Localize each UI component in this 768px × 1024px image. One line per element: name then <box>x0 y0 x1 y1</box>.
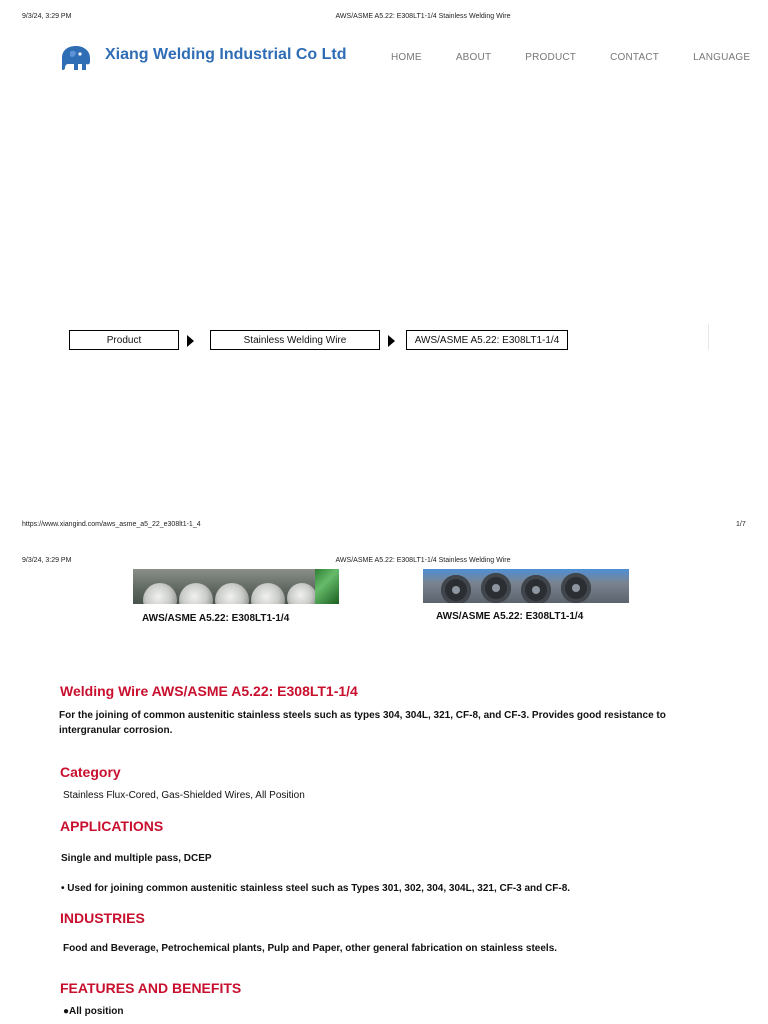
divider <box>708 324 709 350</box>
elephant-icon[interactable] <box>56 44 92 72</box>
intro-text: For the joining of common austenitic stainless steels such as types 304, 304L, 321, CF-8, and CF-3. Provides good resistance to intergranular corrosion. <box>59 710 666 736</box>
feature-item: ●All position <box>63 1006 124 1017</box>
nav-product[interactable]: PRODUCT <box>525 52 577 63</box>
brand-name[interactable]: Xiang Welding Industrial Co Ltd <box>105 46 347 63</box>
industries-text: Food and Beverage, Petrochemical plants, Pulp and Paper, other general fabrication on stainless steels. <box>63 943 558 954</box>
chevron-right-icon <box>388 335 395 347</box>
applications-line: • Used for joining common austenitic stainless steel such as Types 301, 302, 304, 304L, 321, CF-3 and CF-8. <box>61 883 571 894</box>
nav-about[interactable]: ABOUT <box>455 52 492 63</box>
product-photo-spools[interactable] <box>133 569 339 604</box>
category-heading: Category <box>60 764 121 780</box>
category-text: Stainless Flux-Cored, Gas-Shielded Wires, All Position <box>63 790 305 801</box>
washer-image <box>481 573 511 603</box>
main-heading: Welding Wire AWS/ASME A5.22: E308LT1-1/4 <box>60 683 358 699</box>
spool-image <box>143 583 177 604</box>
spool-image <box>179 583 213 604</box>
print-datetime: 9/3/24, 3:29 PM <box>22 13 72 20</box>
nav-contact[interactable]: CONTACT <box>610 52 660 63</box>
print-datetime: 9/3/24, 3:29 PM <box>22 557 72 564</box>
print-doc-title: AWS/ASME A5.22: E308LT1-1/4 Stainless Welding Wire <box>335 13 511 20</box>
print-url: https://www.xiangind.com/aws_asme_a5_22_e308lt1-1_4 <box>22 521 201 528</box>
product-photo-parts[interactable] <box>423 569 629 603</box>
wire-image <box>315 569 339 604</box>
spool-image <box>251 583 285 604</box>
washer-image <box>561 573 591 603</box>
breadcrumb-product[interactable]: Product <box>69 330 179 350</box>
washer-image <box>441 575 471 603</box>
spool-image <box>215 583 249 604</box>
nav-home[interactable]: HOME <box>391 52 422 63</box>
washer-image <box>521 575 551 603</box>
breadcrumb-current: AWS/ASME A5.22: E308LT1-1/4 <box>406 330 568 350</box>
main-nav <box>391 52 750 63</box>
nav-language[interactable]: LANGUAGE <box>693 52 751 63</box>
applications-heading: APPLICATIONS <box>60 818 164 834</box>
features-heading: FEATURES AND BENEFITS <box>60 980 242 996</box>
applications-line: Single and multiple pass, DCEP <box>61 853 212 864</box>
breadcrumb-stainless-welding-wire[interactable]: Stainless Welding Wire <box>210 330 380 350</box>
spool-image <box>287 583 317 604</box>
industries-heading: INDUSTRIES <box>60 910 145 926</box>
site-header <box>0 38 768 78</box>
photo-caption: AWS/ASME A5.22: E308LT1-1/4 <box>142 613 290 624</box>
chevron-right-icon <box>187 335 194 347</box>
photo-caption: AWS/ASME A5.22: E308LT1-1/4 <box>436 611 584 622</box>
print-doc-title: AWS/ASME A5.22: E308LT1-1/4 Stainless Welding Wire <box>335 557 511 564</box>
print-page-number: 1/7 <box>736 521 746 528</box>
